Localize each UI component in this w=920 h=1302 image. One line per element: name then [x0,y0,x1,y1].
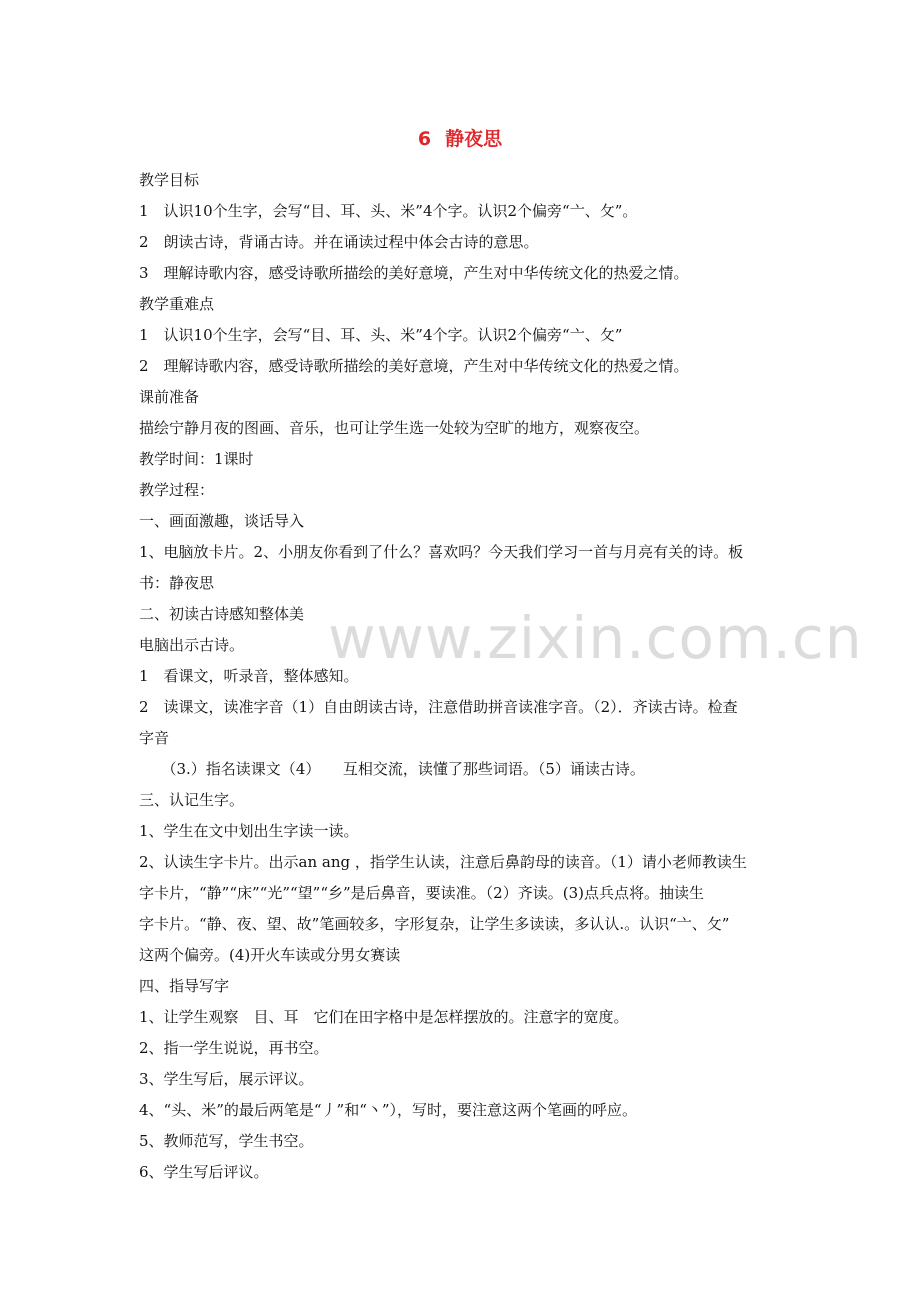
section-1-text: 1、电脑放卡片。2、小朋友你看到了什么？喜欢吗？今天我们学习一首与月亮有关的诗。板 [139,543,744,561]
section-4-item-2: 2、指一学生说说，再书空。 [139,1039,329,1057]
section-3-item-2-cont-3: 这两个偏旁。(4)开火车读或分男女赛读 [139,946,401,964]
section-4-item-1: 1、让学生观察 目、耳 它们在田字格中是怎样摆放的。注意字的宽度。 [139,1008,629,1026]
lesson-number: 6 [417,128,432,150]
section-2-step-3: （3.）指名读课文（4） 互相交流，读懂了那些词语。（5）诵读古诗。 [139,760,645,778]
goal-item-3: 3 理解诗歌内容，感受诗歌所描绘的美好意境，产生对中华传统文化的热爱之情。 [139,264,689,282]
heading-key-points: 教学重难点 [139,295,215,313]
section-3-item-2-cont-2: 字卡片。“静、夜、望、故”笔画较多，字形复杂，让学生多读读，多认认.。认识“亠、攵” [139,915,730,933]
heading-process: 教学过程： [139,481,215,499]
section-4-item-3: 3、学生写后，展示评议。 [139,1070,314,1088]
section-2-step-2-cont: 字音 [139,729,170,747]
section-1-heading: 一、画面激趣，谈话导入 [139,512,305,530]
section-3-item-1: 1、学生在文中划出生字读一读。 [139,822,359,840]
lesson-title [0,124,920,151]
key-point-2: 2 理解诗歌内容，感受诗歌所描绘的美好意境，产生对中华传统文化的热爱之情。 [139,357,689,375]
section-2-step-2: 2 读课文，读准字音（1）自由朗读古诗，注意借助拼音读准字音。（2）．齐读古诗。检查 [139,698,738,716]
lesson-title-text: 静夜思 [445,128,503,150]
goal-item-2: 2 朗读古诗，背诵古诗。并在诵读过程中体会古诗的意思。 [139,233,539,251]
section-4-item-6: 6、学生写后评议。 [139,1163,269,1181]
section-1-text-cont: 书：静夜思 [139,574,215,592]
section-3-item-2-cont-1: 字卡片，“静”“床”“光”“望”“乡”是后鼻音，要读准。（2）齐读。(3)点兵点将。抽读生 [139,884,704,902]
section-3-heading: 三、认记生字。 [139,791,245,809]
goal-item-1: 1 认识10个生字，会写“目、耳、头、米”4个字。认识2个偏旁“亠、攵”。 [139,202,638,220]
section-4-item-5: 5、教师范写，学生书空。 [139,1132,314,1150]
section-2-text: 电脑出示古诗。 [139,636,245,654]
teaching-time: 教学时间：1课时 [139,450,254,468]
heading-teaching-goals: 教学目标 [139,171,200,189]
section-4-item-4: 4、“头、米”的最后两笔是“丿”和“丶”），写时，要注意这两个笔画的呼应。 [139,1101,638,1119]
key-point-1: 1 认识10个生字，会写“目、耳、头、米”4个字。认识2个偏旁“亠、攵” [139,326,623,344]
section-2-step-1: 1 看课文，听录音，整体感知。 [139,667,359,685]
section-3-item-2: 2、认读生字卡片。出示an ang ，指学生认读，注意后鼻韵母的读音。（1）请小老师教读生 [139,853,747,871]
watermark: www.zixin.com.cn [328,604,863,672]
section-4-heading: 四、指导写字 [139,977,230,995]
section-2-heading: 二、初读古诗感知整体美 [139,605,305,623]
heading-preparation: 课前准备 [139,388,200,406]
preparation-text: 描绘宁静月夜的图画、音乐，也可让学生选一处较为空旷的地方，观察夜空。 [139,419,650,437]
